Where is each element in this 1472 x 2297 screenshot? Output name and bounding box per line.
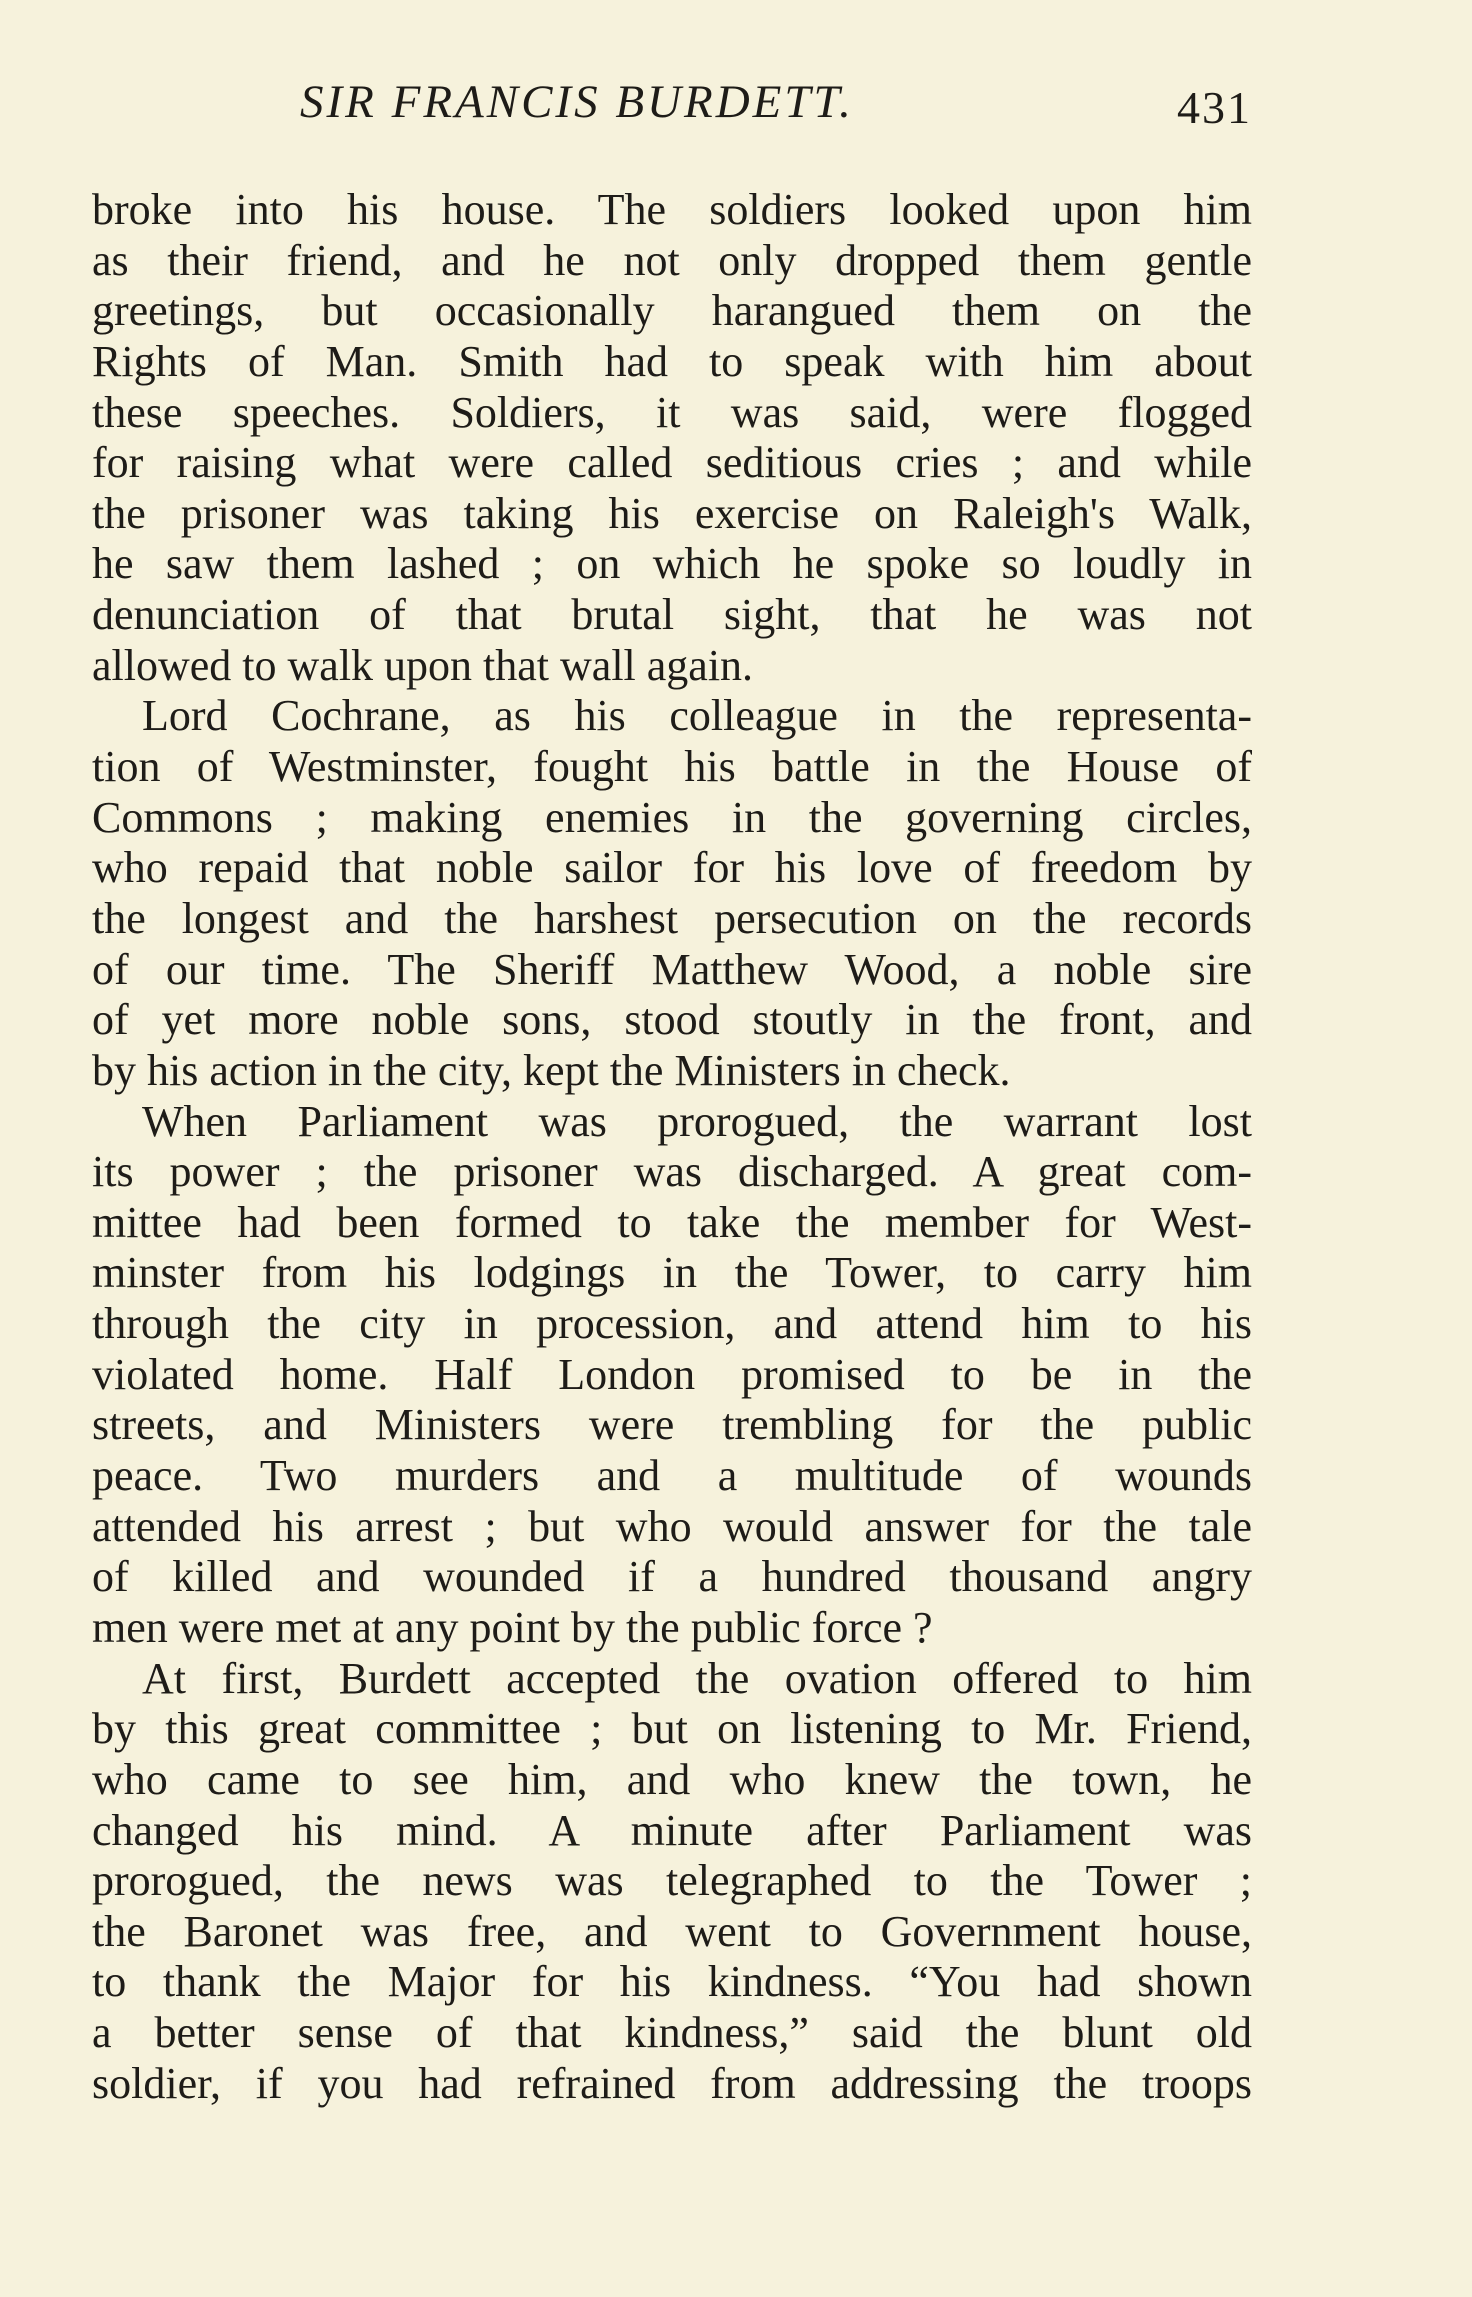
text-line: prorogued, the news was telegraphed to the Tower ; [92, 1856, 1252, 1906]
text-line-paragraph-start: Lord Cochrane, as his colleague in the representa- [142, 691, 1252, 741]
text-line: of killed and wounded if a hundred thousand angry [92, 1552, 1252, 1602]
text-line: attended his arrest ; but who would answer for the tale [92, 1501, 1252, 1551]
text-line: soldier, if you had refrained from addressing the troops [92, 2058, 1252, 2108]
text-line: tion of Westminster, fought his battle in the House of [92, 742, 1252, 792]
running-head-title: SIR FRANCIS BURDETT. [300, 76, 854, 128]
text-line: Rights of Man. Smith had to speak with him about [92, 336, 1252, 386]
text-line: as their friend, and he not only dropped them gentle [92, 235, 1252, 285]
text-line: peace. Two murders and a multitude of wounds [92, 1451, 1252, 1501]
text-line: through the city in procession, and attend him to his [92, 1299, 1252, 1349]
text-line-paragraph-end: men were met at any point by the public force ? [92, 1602, 933, 1652]
text-line: the Baronet was free, and went to Government house, [92, 1906, 1252, 1956]
text-line: mittee had been formed to take the member for West- [92, 1197, 1252, 1247]
text-line: for raising what were called seditious cries ; and while [92, 438, 1252, 488]
text-line: greetings, but occasionally harangued them on the [92, 286, 1252, 336]
text-line: violated home. Half London promised to be in the [92, 1349, 1252, 1399]
running-head [92, 72, 1252, 142]
text-line: the prisoner was taking his exercise on Raleigh's Walk, [92, 488, 1252, 538]
body-text [92, 185, 1252, 2109]
text-line: streets, and Ministers were trembling for the public [92, 1400, 1252, 1450]
text-line-paragraph-end: allowed to walk upon that wall again. [92, 640, 754, 690]
text-line-paragraph-start: When Parliament was prorogued, the warrant lost [142, 1096, 1252, 1146]
text-line: to thank the Major for his kindness. “You had shown [92, 1957, 1252, 2007]
text-line-paragraph-start: At first, Burdett accepted the ovation offered to him [142, 1653, 1252, 1703]
text-line: of our time. The Sheriff Matthew Wood, a noble sire [92, 944, 1252, 994]
page-number: 431 [1177, 82, 1252, 133]
text-line: by this great committee ; but on listening to Mr. Friend, [92, 1704, 1252, 1754]
text-line: of yet more noble sons, stood stoutly in the front, and [92, 995, 1252, 1045]
text-line: these speeches. Soldiers, it was said, were flogged [92, 387, 1252, 437]
text-line: he saw them lashed ; on which he spoke so loudly in [92, 539, 1252, 589]
text-line: denunciation of that brutal sight, that he was not [92, 590, 1252, 640]
text-line-paragraph-end: by his action in the city, kept the Ministers in check. [92, 1045, 1011, 1095]
text-line: the longest and the harshest persecution on the records [92, 893, 1252, 943]
text-line: who came to see him, and who knew the town, he [92, 1754, 1252, 1804]
text-line: a better sense of that kindness,” said the blunt old [92, 2008, 1252, 2058]
text-line: minster from his lodgings in the Tower, to carry him [92, 1248, 1252, 1298]
text-line: its power ; the prisoner was discharged. A great com- [92, 1147, 1252, 1197]
text-line: Commons ; making enemies in the governing circles, [92, 792, 1252, 842]
text-line: broke into his house. The soldiers looked upon him [92, 185, 1252, 234]
text-line: who repaid that noble sailor for his love of freedom by [92, 843, 1252, 893]
text-line: changed his mind. A minute after Parliament was [92, 1805, 1252, 1855]
